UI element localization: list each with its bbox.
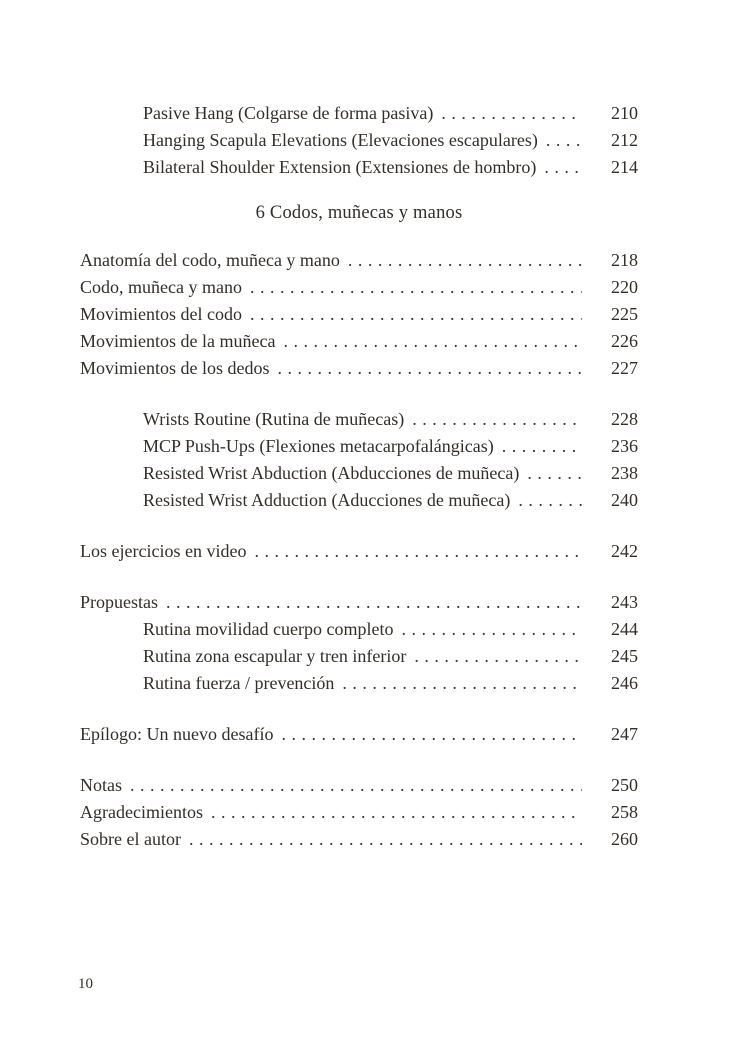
toc-entry-title: Pasive Hang (Colgarse de forma pasiva) [143, 103, 434, 123]
chapter-heading: 6 Codos, muñecas y manos [255, 203, 463, 223]
dot-leader [546, 127, 582, 154]
dot-leader [401, 616, 582, 643]
dot-leader [348, 247, 582, 274]
toc-entry-title: Los ejercicios en video [80, 541, 247, 561]
toc-section [80, 589, 638, 697]
dot-leader [283, 328, 582, 355]
toc-entry [80, 247, 638, 274]
dot-leader [414, 643, 582, 670]
toc-entry [80, 616, 638, 643]
dot-leader [278, 355, 583, 382]
toc-entry-page: 246 [611, 673, 638, 693]
toc-entry-title: MCP Push-Ups (Flexiones metacarpofalángicas) [143, 436, 494, 456]
toc-entry [80, 274, 638, 301]
dot-leader [166, 589, 582, 616]
toc-entry-title: Notas [80, 775, 122, 795]
toc-section [80, 538, 638, 565]
toc-entry-page: 228 [611, 409, 638, 429]
toc-entry-title: Agradecimientos [80, 802, 203, 822]
toc-entry-page: 214 [611, 157, 638, 177]
toc-entry-title: Movimientos del codo [80, 304, 242, 324]
dot-leader [250, 301, 582, 328]
table-of-contents [80, 100, 638, 853]
toc-entry [80, 826, 638, 853]
dot-leader [412, 406, 582, 433]
dot-leader [130, 772, 582, 799]
toc-entry-title: Sobre el autor [80, 829, 181, 849]
toc-entry-title: Resisted Wrist Adduction (Aducciones de muñeca) [143, 490, 511, 510]
dot-leader [544, 154, 582, 181]
toc-entry-title: Anatomía del codo, muñeca y mano [80, 250, 340, 270]
toc-entry-page: 240 [611, 490, 638, 510]
toc-entry-page: 247 [611, 724, 638, 744]
dot-leader [211, 799, 582, 826]
toc-entry-page: 218 [611, 250, 638, 270]
toc-entry [80, 355, 638, 382]
toc-entry-page: 245 [611, 646, 638, 666]
toc-entry [80, 772, 638, 799]
dot-leader [518, 487, 582, 514]
toc-section [80, 100, 638, 181]
toc-entry [80, 670, 638, 697]
toc-entry-title: Codo, muñeca y mano [80, 277, 242, 297]
toc-entry [80, 460, 638, 487]
toc-entry-title: Propuestas [80, 592, 158, 612]
dot-leader [527, 460, 582, 487]
dot-leader [281, 721, 582, 748]
toc-entry-title: Rutina fuerza / prevención [143, 673, 335, 693]
toc-entry-page: 226 [611, 331, 638, 351]
toc-entry-page: 212 [611, 130, 638, 150]
toc-entry [80, 799, 638, 826]
toc-entry-page: 220 [611, 277, 638, 297]
dot-leader [441, 100, 582, 127]
toc-entry-page: 260 [611, 829, 638, 849]
toc-entry-title: Rutina movilidad cuerpo completo [143, 619, 394, 639]
toc-entry [80, 301, 638, 328]
toc-entry [80, 406, 638, 433]
toc-entry-title: Epílogo: Un nuevo desafío [80, 724, 274, 744]
page-number: 10 [78, 976, 93, 992]
toc-entry [80, 127, 638, 154]
toc-entry-page: 250 [611, 775, 638, 795]
toc-entry-title: Resisted Wrist Abduction (Abducciones de muñeca) [143, 463, 520, 483]
toc-entry [80, 487, 638, 514]
toc-entry [80, 433, 638, 460]
toc-entry [80, 589, 638, 616]
toc-entry-title: Bilateral Shoulder Extension (Extensiones de hombro) [143, 157, 537, 177]
toc-section [80, 406, 638, 514]
dot-leader [502, 433, 582, 460]
toc-section [80, 247, 638, 382]
toc-entry-page: 238 [611, 463, 638, 483]
toc-entry-page: 236 [611, 436, 638, 456]
toc-entry-page: 258 [611, 802, 638, 822]
toc-entry-title: Movimientos de la muñeca [80, 331, 276, 351]
toc-entry [80, 643, 638, 670]
dot-leader [189, 826, 582, 853]
toc-entry-title: Hanging Scapula Elevations (Elevaciones escapulares) [143, 130, 538, 150]
toc-entry-page: 243 [611, 592, 638, 612]
toc-entry-page: 225 [611, 304, 638, 324]
toc-entry [80, 154, 638, 181]
toc-section [80, 721, 638, 748]
dot-leader [254, 538, 582, 565]
toc-entry [80, 538, 638, 565]
toc-entry-title: Wrists Routine (Rutina de muñecas) [143, 409, 405, 429]
toc-entry-title: Movimientos de los dedos [80, 358, 270, 378]
toc-entry [80, 328, 638, 355]
toc-section [80, 772, 638, 853]
toc-entry-title: Rutina zona escapular y tren inferior [143, 646, 407, 666]
toc-entry-page: 227 [611, 358, 638, 378]
toc-entry-page: 244 [611, 619, 638, 639]
toc-entry-page: 210 [611, 103, 638, 123]
dot-leader [250, 274, 582, 301]
toc-entry [80, 721, 638, 748]
toc-entry [80, 100, 638, 127]
toc-entry-page: 242 [611, 541, 638, 561]
dot-leader [342, 670, 582, 697]
